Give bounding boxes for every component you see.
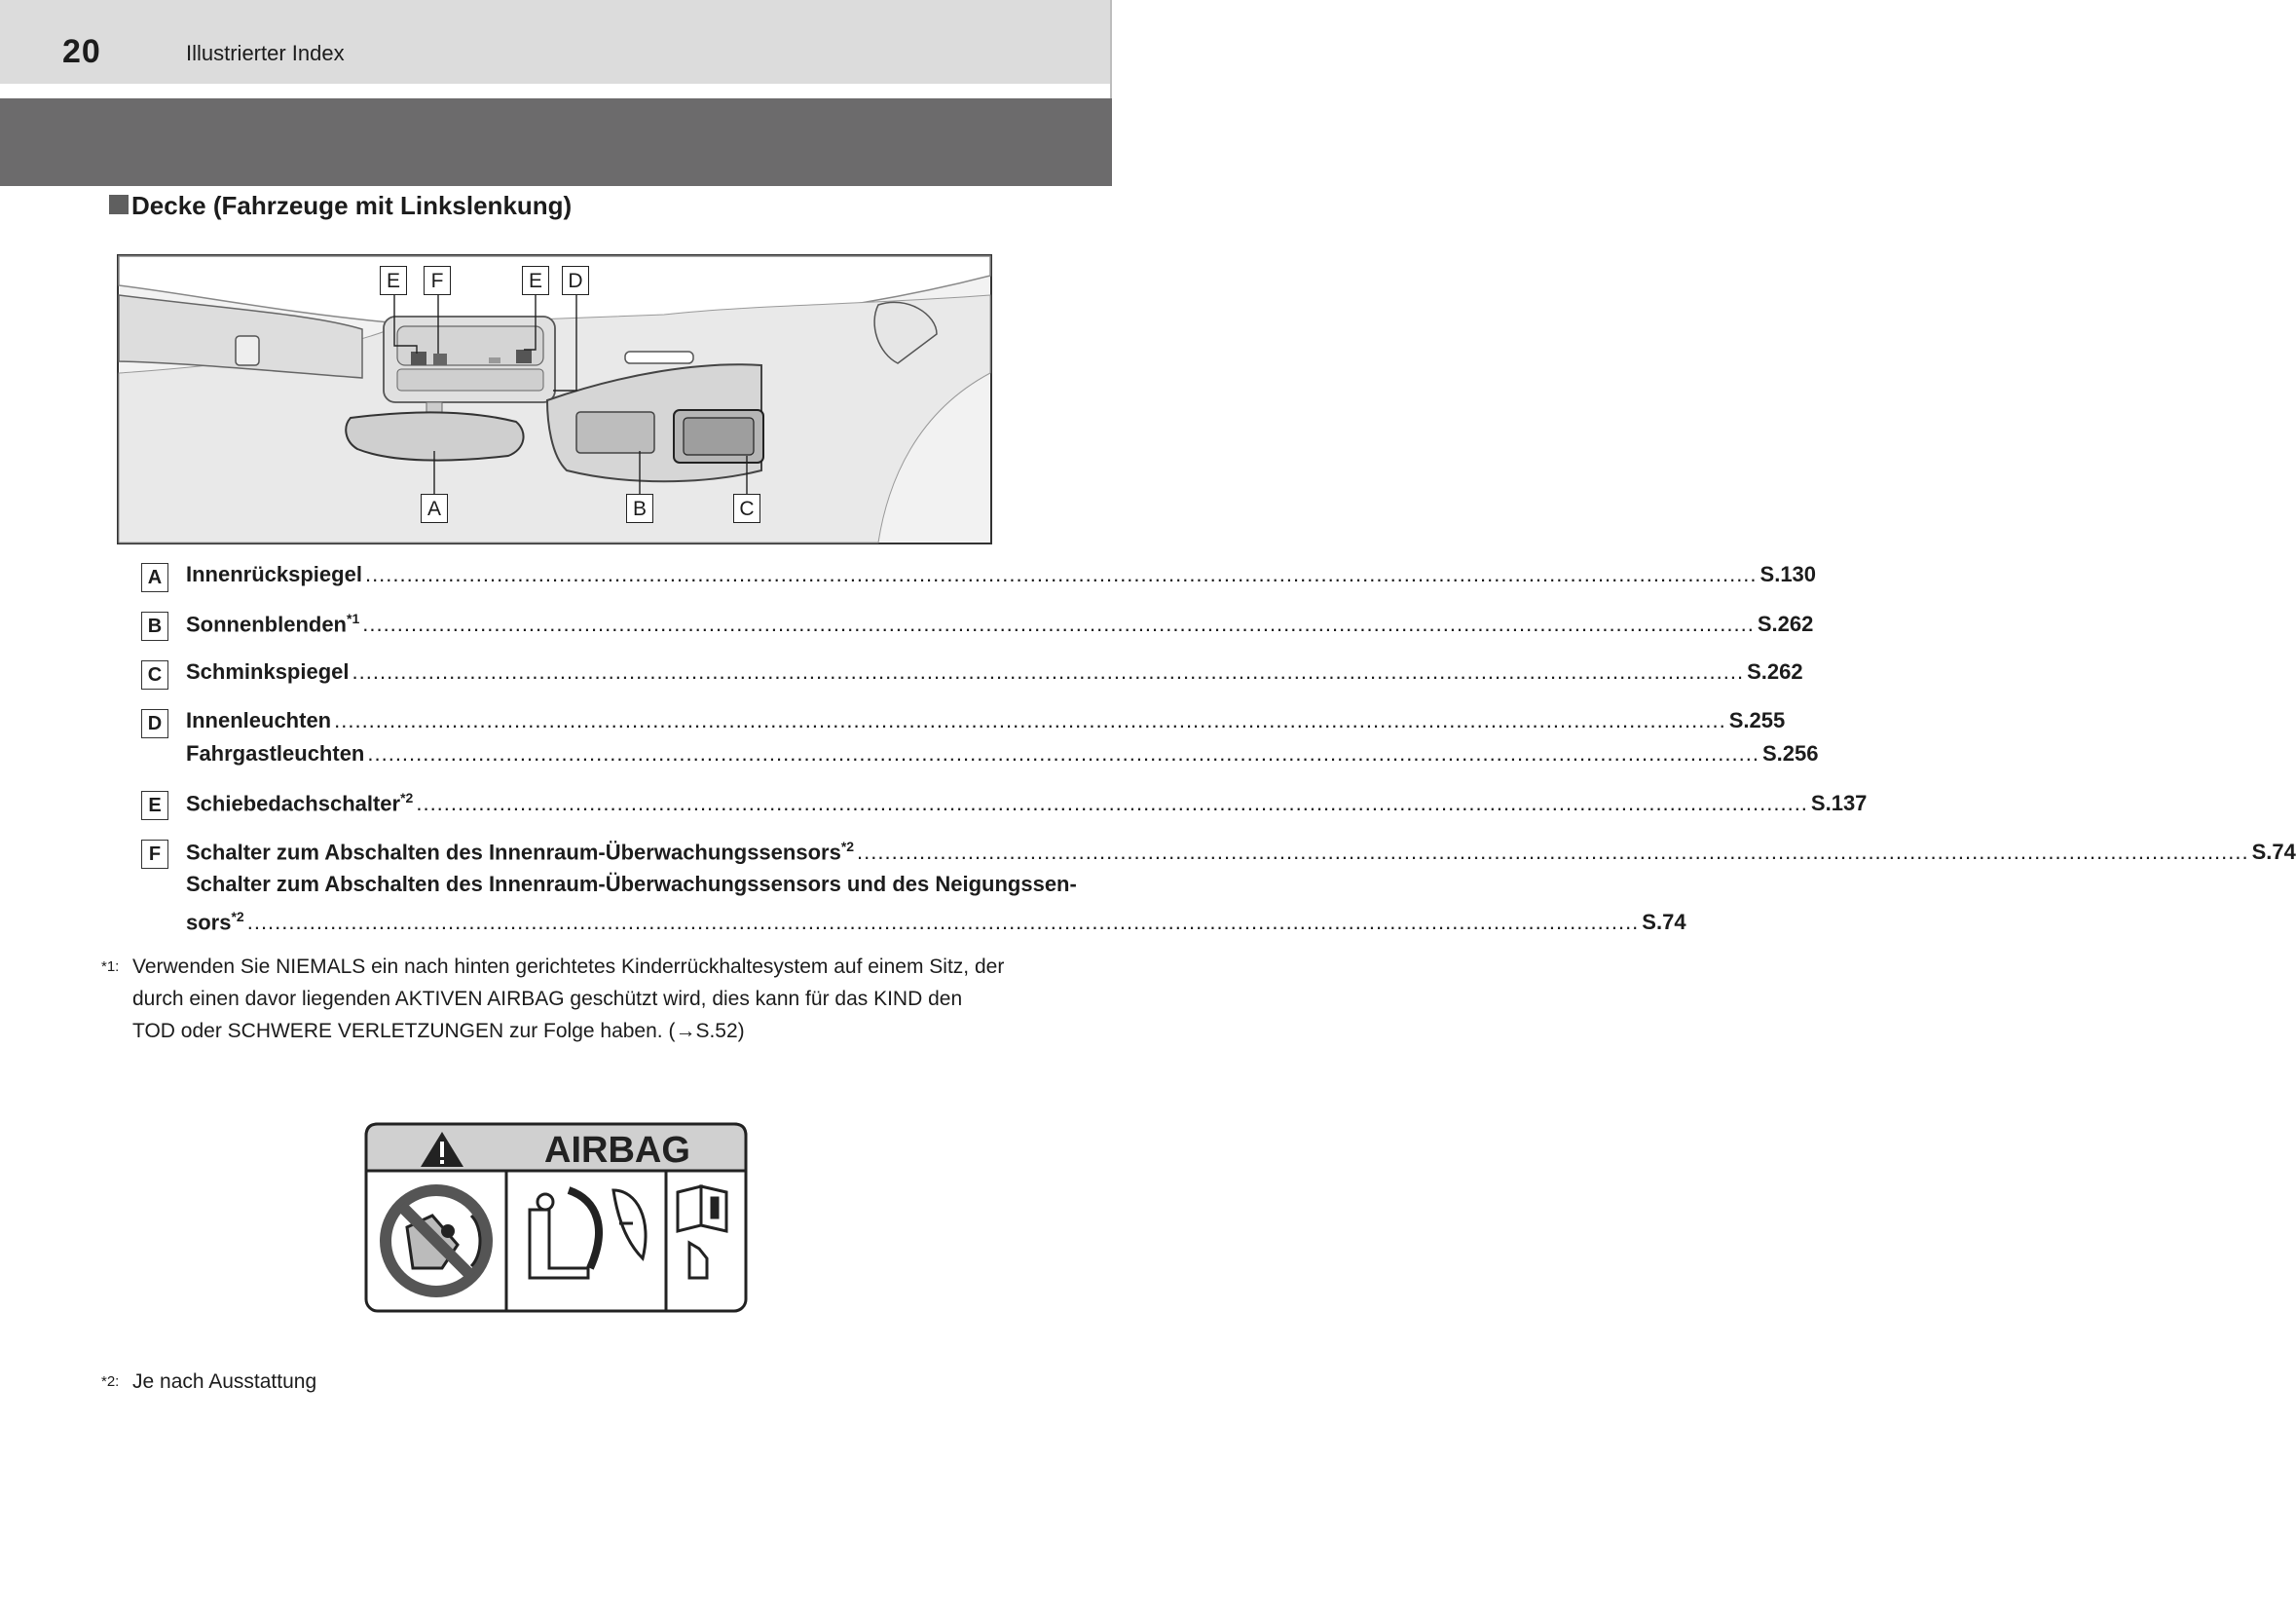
- footnote-1: [101, 951, 1007, 1047]
- list-item: [141, 705, 1819, 773]
- leader-dots: .........................................................................................................................................................................................................: [362, 612, 1755, 637]
- item-page-link[interactable]: S.137: [1810, 791, 1868, 816]
- heading-square-icon: [109, 195, 129, 214]
- section-title: Illustrierter Index: [186, 41, 345, 65]
- item-key: F: [141, 840, 168, 869]
- leader-dots: .........................................................................................................................................................................................................: [416, 791, 1808, 816]
- header-band: [0, 98, 1112, 186]
- item-label-text: Schiebedachschalter: [186, 791, 401, 816]
- footnote-mark: *2:: [101, 1373, 120, 1390]
- item-label: [186, 839, 854, 865]
- item-key: C: [141, 660, 168, 690]
- item-page-link[interactable]: S.262: [1757, 612, 1814, 637]
- item-label: Schminkspiegel: [186, 659, 350, 684]
- item-label: Innenrückspiegel: [186, 562, 362, 586]
- section-heading: [109, 191, 572, 221]
- item-label-2: Fahrgastleuchten: [186, 741, 365, 766]
- ceiling-illustration: [117, 254, 992, 544]
- callout-a: A: [421, 494, 448, 523]
- heading-text: Decke (Fahrzeuge mit Linkslenkung): [131, 191, 573, 220]
- item-key: D: [141, 709, 168, 738]
- item-line: [186, 562, 1817, 587]
- item-label-2: Schalter zum Abschalten des Innenraum-Überwachungssensors und des Neigungssen-: [186, 872, 1077, 896]
- item-line: [186, 839, 2296, 865]
- item-line-2: [186, 741, 1819, 767]
- item-line-3: [186, 909, 1686, 935]
- item-page-link[interactable]: S.255: [1728, 708, 1786, 732]
- footnote-ref: *2: [400, 790, 414, 806]
- footnote-ref: *2: [840, 839, 855, 854]
- callout-f: F: [424, 266, 451, 295]
- leader-dots: .........................................................................................................................................................................................................: [857, 840, 2249, 865]
- item-line: [186, 611, 1814, 637]
- item-key: B: [141, 612, 168, 641]
- item-label-text: sors: [186, 910, 232, 935]
- callout-d: D: [562, 266, 589, 295]
- item-label-3: [186, 909, 244, 935]
- item-line: [186, 790, 1868, 816]
- list-item: [141, 608, 1814, 647]
- footnote-text: Verwenden Sie NIEMALS ein nach hinten gerichtetes Kinderrückhaltesystem auf einem Sitz, der durch einen davor liegenden AKTIVEN AIRBAG geschützt wird, dies kann für das KIND den TOD oder SCHWERE VERLETZUNGEN zur Folge haben. (→S.52): [132, 955, 1005, 1042]
- page-header: [0, 0, 1112, 84]
- page-number: 20: [62, 33, 101, 70]
- item-label: Innenleuchten: [186, 708, 332, 732]
- list-item: [141, 787, 1868, 826]
- footnote-ref: *1: [347, 611, 360, 626]
- callout-c: C: [733, 494, 760, 523]
- leader-dots: .........................................................................................................................................................................................................: [367, 741, 1759, 766]
- item-line-2: [186, 872, 1077, 897]
- footnote-text: Je nach Ausstattung: [132, 1370, 317, 1393]
- footnote-ref: *2: [231, 909, 244, 924]
- item-page-link[interactable]: S.74: [2251, 840, 2296, 865]
- airbag-label-graphic: [364, 1122, 748, 1313]
- item-page-link[interactable]: S.262: [1747, 659, 1803, 684]
- leader-dots: .........................................................................................................................................................................................................: [334, 708, 1726, 732]
- item-label-text: Schalter zum Abschalten des Innenraum-Überwachungssensors: [186, 840, 841, 865]
- footnote-2: [101, 1366, 1007, 1398]
- item-page-link[interactable]: S.130: [1759, 562, 1817, 586]
- leader-dots: .........................................................................................................................................................................................................: [364, 562, 1758, 586]
- callout-b: B: [626, 494, 653, 523]
- item-page-link-2[interactable]: S.256: [1761, 741, 1819, 766]
- item-page-link-3[interactable]: S.74: [1642, 910, 1686, 935]
- item-label-text: Sonnenblenden: [186, 612, 347, 637]
- item-key: A: [141, 563, 168, 592]
- ceiling-drawing: [119, 256, 990, 543]
- item-key: E: [141, 791, 168, 820]
- list-item: [141, 559, 1817, 598]
- leader-dots: .........................................................................................................................................................................................................: [352, 659, 1745, 684]
- item-label: [186, 611, 359, 637]
- leader-dots: .........................................................................................................................................................................................................: [246, 910, 1640, 935]
- list-item: [141, 656, 1803, 695]
- airbag-title: AIRBAG: [544, 1130, 690, 1171]
- airbag-warning-label: [364, 1122, 748, 1318]
- item-line: [186, 708, 1786, 733]
- footnote-mark: *1:: [101, 958, 120, 975]
- callout-e-right: E: [522, 266, 549, 295]
- no-child-seat-icon: [386, 1190, 487, 1292]
- item-line: [186, 659, 1803, 685]
- list-item: [141, 836, 2296, 943]
- callout-e-left: E: [380, 266, 407, 295]
- item-label: [186, 790, 413, 816]
